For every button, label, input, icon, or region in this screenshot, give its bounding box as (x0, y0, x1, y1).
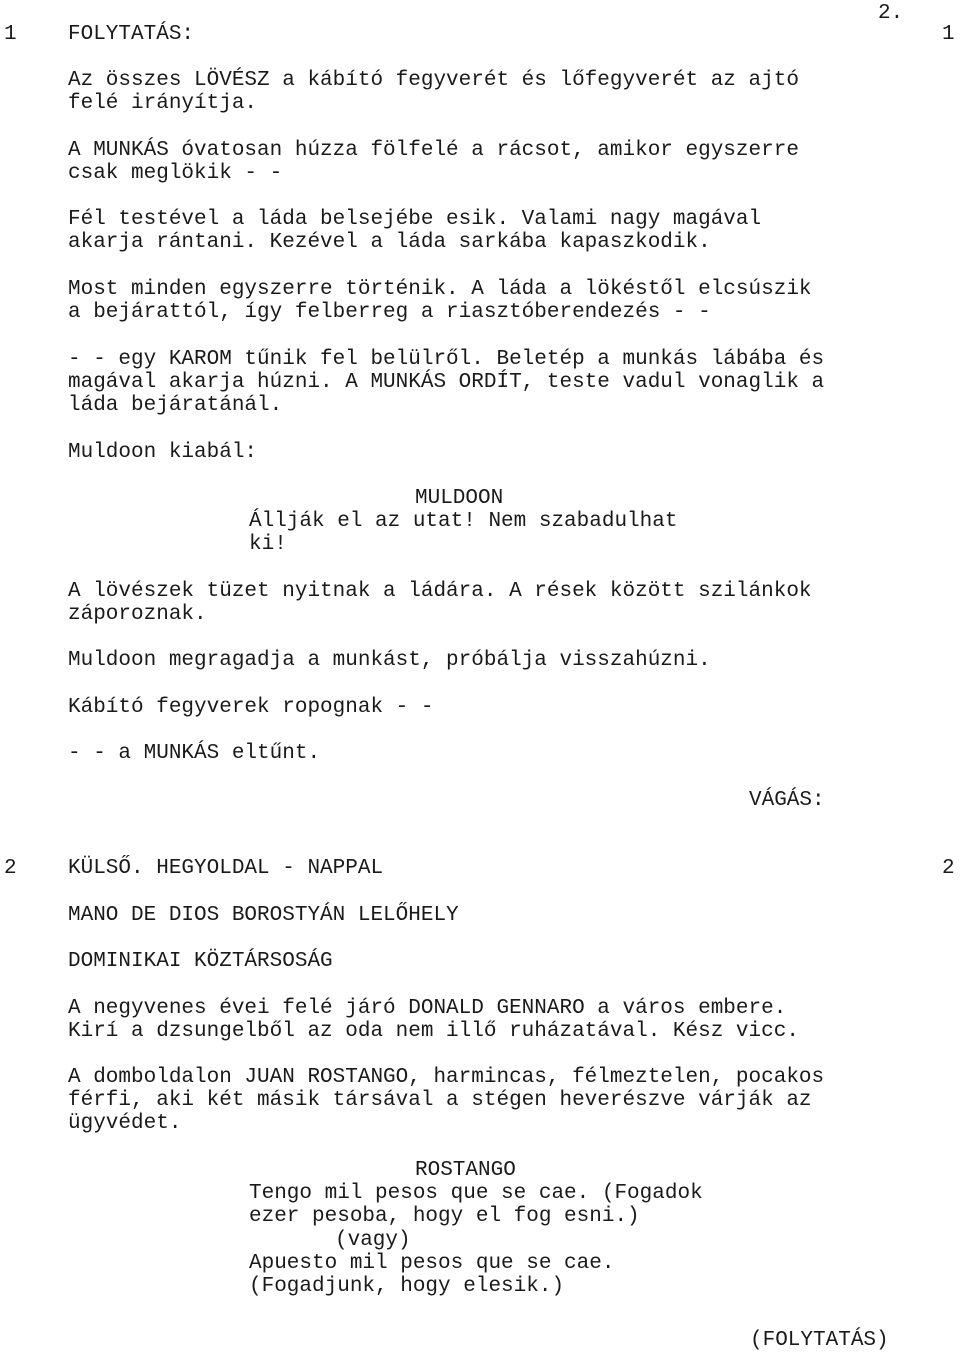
scene-heading: FOLYTATÁS: (68, 23, 195, 46)
action-paragraph: - - a MUNKÁS eltűnt. (68, 742, 321, 765)
scene-heading: KÜLSŐ. HEGYOLDAL - NAPPAL (68, 857, 384, 880)
parenthetical: (vagy) (335, 1229, 411, 1252)
character-name: MULDOON (415, 487, 504, 510)
page-number: 2. (878, 2, 904, 25)
action-paragraph: Most minden egyszerre történik. A láda a lökéstől elcsúszik a bejárattól, így felberreg a riasztóberendezés - - (68, 278, 812, 324)
dialogue-text: Apuesto mil pesos que se cae. (Fogadjunk, hogy elesik.) (249, 1252, 615, 1298)
action-paragraph: Fél testével a láda belsejébe esik. Valami nagy magával akarja rántani. Kezével a láda sarkába kapaszkodik. (68, 208, 762, 254)
location-line: MANO DE DIOS BOROSTYÁN LELŐHELY (68, 904, 459, 927)
scene-number-right: 2 (942, 857, 955, 880)
action-paragraph: Muldoon kiabál: (68, 441, 258, 464)
character-name: ROSTANGO (415, 1159, 516, 1182)
location-line: DOMINIKAI KÖZTÁRSOSÁG (68, 950, 333, 973)
action-paragraph: Az összes LÖVÉSZ a kábító fegyverét és lőfegyverét az ajtó felé irányítja. (68, 69, 799, 115)
dialogue-text: Tengo mil pesos que se cae. (Fogadok ezer pesoba, hogy el fog esni.) (249, 1182, 703, 1228)
dialogue-text: Állják el az utat! Nem szabadulhat ki! (249, 510, 678, 556)
continued-marker: (FOLYTATÁS) (750, 1329, 889, 1352)
action-paragraph: A MUNKÁS óvatosan húzza fölfelé a rácsot, amikor egyszerre csak meglökik - - (68, 139, 799, 185)
scene-number-left: 2 (4, 857, 17, 880)
action-paragraph: Muldoon megragadja a munkást, próbálja visszahúzni. (68, 649, 711, 672)
scene-number-right: 1 (942, 23, 955, 46)
action-paragraph: A negyvenes évei felé járó DONALD GENNARO a város embere. Kirí a dzsungelből az oda nem illő ruházatával. Kész vicc. (68, 997, 799, 1043)
transition: VÁGÁS: (749, 789, 825, 812)
scene-number-left: 1 (4, 23, 17, 46)
action-paragraph: Kábító fegyverek ropognak - - (68, 696, 434, 719)
action-paragraph: A lövészek tüzet nyitnak a ládára. A rések között szilánkok záporoznak. (68, 580, 812, 626)
action-paragraph: - - egy KAROM tűnik fel belülről. Beletép a munkás lábába és magával akarja húzni. A MUNKÁS ORDÍT, teste vadul vonaglik a láda bejáratánál. (68, 348, 825, 417)
action-paragraph: A domboldalon JUAN ROSTANGO, harmincas, félmeztelen, pocakos férfi, aki két másik társával a stégen heverészve várják az ügyvédet. (68, 1066, 825, 1135)
